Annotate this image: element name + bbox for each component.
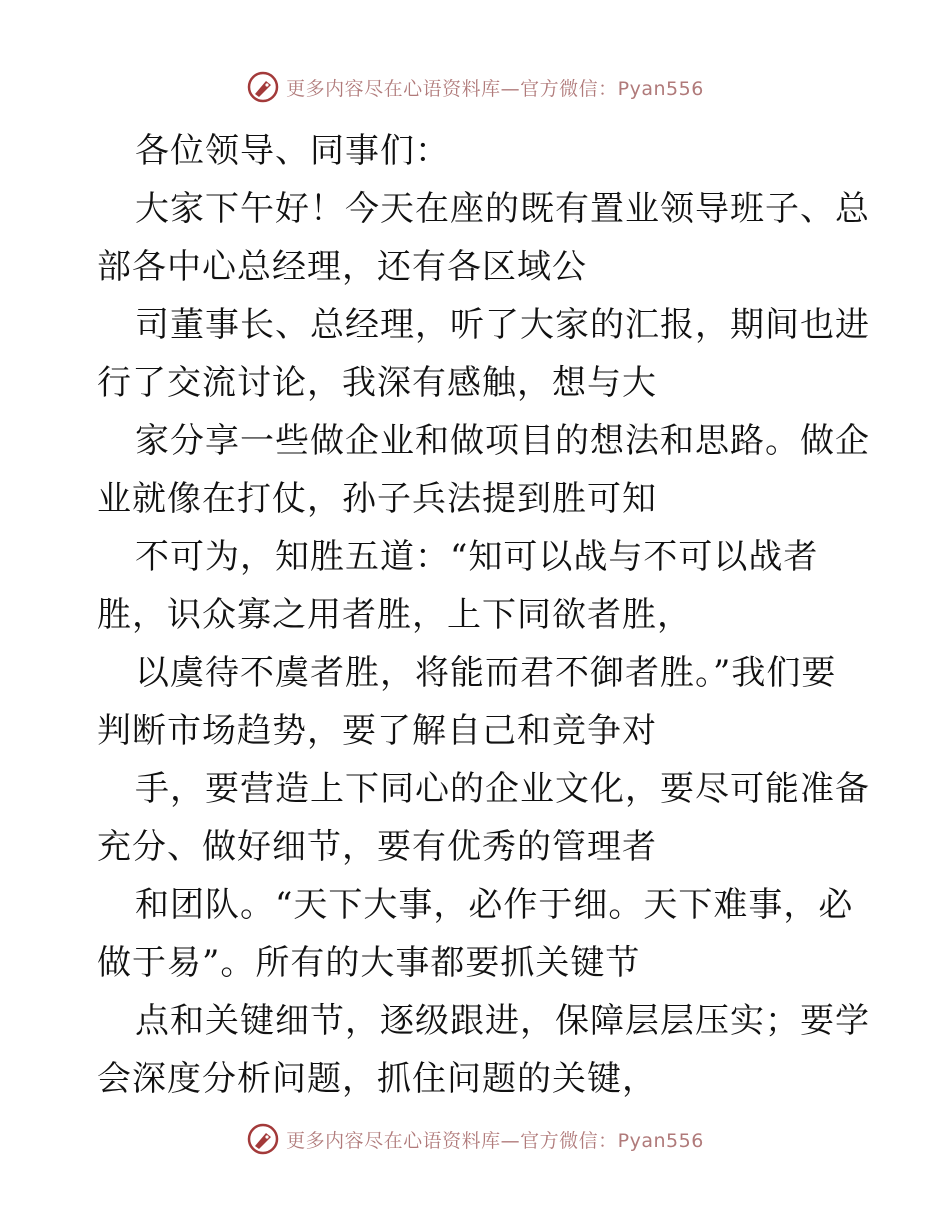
text-line: 以虞待不虞者胜，将能而君不御者胜。”我们要 <box>135 653 837 693</box>
text-line: 会深度分析问题，抓住问题的关键， <box>97 1059 657 1099</box>
text-line: 做于易”。所有的大事都要抓关键节 <box>97 943 641 983</box>
watermark-text: 更多内容尽在心语资料库—官方微信：Pyan556 <box>286 77 704 100</box>
pen-nib-seal-icon <box>246 1122 280 1156</box>
text-line: 行了交流讨论，我深有感触，想与大 <box>97 363 657 403</box>
pen-nib-seal-icon <box>246 70 280 104</box>
text-line: 业就像在打仗，孙子兵法提到胜可知 <box>97 479 657 519</box>
text-line: 判断市场趋势，要了解自己和竞争对 <box>97 711 657 751</box>
text-line: 家分享一些做企业和做项目的想法和思路。做企 <box>135 421 870 461</box>
text-line: 和团队。“天下大事，必作于细。天下难事，必 <box>135 885 854 925</box>
text-line: 司董事长、总经理，听了大家的汇报，期间也进 <box>135 305 870 345</box>
text-line: 手，要营造上下同心的企业文化，要尽可能准备 <box>135 769 870 809</box>
document-body <box>97 122 870 1108</box>
header-watermark <box>0 70 950 104</box>
text-line: 点和关键细节，逐级跟进，保障层层压实；要学 <box>135 1001 870 1041</box>
text-line: 大家下午好！今天在座的既有置业领导班子、总 <box>135 189 870 229</box>
text-line: 各位领导、同事们： <box>135 131 450 171</box>
watermark-text: 更多内容尽在心语资料库—官方微信：Pyan556 <box>286 1129 704 1152</box>
text-line: 不可为，知胜五道：“知可以战与不可以战者 <box>135 537 819 577</box>
text-line: 充分、做好细节，要有优秀的管理者 <box>97 827 657 867</box>
text-line: 部各中心总经理，还有各区域公 <box>97 247 587 287</box>
text-line: 胜，识众寡之用者胜，上下同欲者胜， <box>97 595 692 635</box>
footer-watermark <box>0 1122 950 1156</box>
